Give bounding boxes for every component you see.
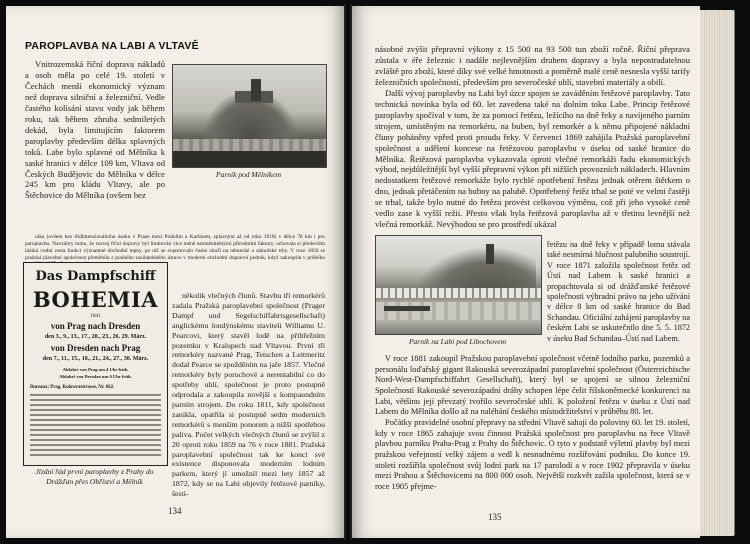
photo-caption: Parník pod Mělníkem <box>216 170 281 179</box>
page-edges <box>700 10 735 536</box>
poster-departure-1: Abfahrt von Prag um 4 Uhr früh. <box>62 367 129 372</box>
left-wide-text <box>25 234 325 261</box>
paragraph: nika (ovšem bez třídimenzionálního úseku v Praze mezi Podolím a Karlínem, splavným až od roku 1918) v délce 78 km i pro paroplavbu. Navzdory tomu, že rozvoj říční dopravy byl limitován více méně nezměnitelnými přírodními faktory, uchovala si především lámká vodní cesta funkci významné obchodní tepny, po níž se exportovalo české zboží na německé a zámořské trhy. V roce 1856 se pražská plavební společnost přeměnila z pouhého zasilatelského ústavu v moderní obchodní dopravní podnik, když zakoupila v průběhu <box>25 234 325 261</box>
poster-route-2: von Dresden nach Prag <box>50 343 141 353</box>
poster-dates-2: den 7., 11., 15., 18., 21., 24., 27., 30. März. <box>42 356 149 362</box>
photo-steamboat-libochov <box>375 235 542 335</box>
poster-caption: Jízdní řád první paroplavby z Prahy do Drážďan přes Obříství a Mělník <box>35 467 154 486</box>
left-column-text <box>25 59 165 201</box>
photo-steamboat-melnik <box>172 64 327 168</box>
paragraph: V roce 1881 zakoupil Pražskou paroplavební společnost včetně lodního parku, pozemků a personálu loďařský gigant Rakouská severozápadní paroplavební společnost (Österreichische Nord-West-Dampfschiffahrt Gesellschaft), který byl se spojení se silnou železniční Společností Rakouské severozápadní dráhy schopen lépe čelit říšskoněmecké konkurenci na Labi, většinu její převzatý tvořilo severočeské uhlí. K položení řetězu v úseku z Ústí nad Labem do Mělníka došlo až na naléhání českého místodržitelství v průběhu 80. let. <box>375 354 690 417</box>
poster-year: 1841 <box>90 314 101 319</box>
poster-route-1: von Prag nach Dresden <box>50 321 141 331</box>
poster-title-small: Das Dampfschiff <box>35 269 156 284</box>
paragraph: Další vývoj paroplavby na Labi byl úzce spojen se zaváděním řetězové paroplavby. Tato technická novinka byla od 60. let zavedena také na dolním toku Labe. Princip řetězové paroplavby spočíval v tom, že za pomocí řetězu, ležícího na dně řeky a navíjeného parním strojem, umístěným na remorkéru, na buben, byl remorkér a k němu připojené nákladní čluny poháněny vpřed proti proudu řeky. V červenci 1869 zahájila Pražská paroplavební společnost a udělení koncese na řetězovou paroplavbu v úseku od saské hranice do Mělníka. Řetězová paroplavba vykazovala oproti vlečné remorkáži řadu ekonomických výhod, nejdůležitější byl vyšší přepravní výkon při nižších provozních nákladech. Hlavním nedostatkem řetězové remorkáže bylo rychlé opotřebení řetězu jednak otěrem štěrkem o dno, jednak přetáčením na bubny na palubě. Opotřebený řetěz trhal se poté ve velmi častěji se trhal, takže bylo nutné do řetězu provést celkovou výměnu, což při jeho vysoké ceně vedlo zase k vyšší režii. Přesto však byla řetězová paroplavba až v třetinu levnější než vlečná remorkáž. Nevýhodou se pro prostředí ukázal <box>375 87 690 230</box>
right-mid-text <box>547 240 690 344</box>
right-bottom-text <box>375 354 690 493</box>
paragraph: několik vlečných člunů. Stavbu tří remorkérů zadala Pražská paroplavební společnost (Prager Dampf und Segelschiffahrtsgesellschaft) anglickému londýnskému staviteli Williamu U. Pearcovi, který stavěl lodě na přibřežním pozemku v Kralupech nad Vltavou. První tři remorkéry nazvané Prag, Tetschen a Leitmeritz dodal Pearce se zpožděním na jaře 1857. Vlečné remorkéry byly poruchové a nerentabilní co do spotřeby uhlí, společnost je proto postupně odprodala a zakoupila novější s kompaundním parním strojem. Do roku 1811, kdy společnost zanikla, opatřila si postupně sedm moderních remorkérů s menším ponorem a nižší spotřebou paliva. Počet velkých vlečných člunů se zvýšil z 20 oproti roku 1859 na 76 v roce 1881. Pražská paroplavební společnost tak ke konci své existence disponovala moderním lodním parkem, který jí umožnil mezi lety 1857 až 1872, kdy se na Labi objevily řetězové parníky, šesti- <box>172 291 325 499</box>
paragraph: řetězu na dně řeky v případě lomu stávala také nesmírná hlučnost palubního soustrojí. V roce 1871 založila společnost řetěz od Ústí nad Labem k saské hranici a propachtovala si od drážďanské řetězové společnosti výhradní právo na jeho užívání v délce 8 km od saské hranice do Bad Schandau. Oficiální zahájení paroplavby na českém Labi se uskutečnilo dne 5. 5. 1872 v úseku Bad Schandau–Ústí nad Labem. <box>547 240 690 343</box>
paragraph: Vnitrozemská říční doprava nákladů a osob měla po celé 19. století v Čechách menší ekonomický význam než doprava silniční a železniční. Vedle častého kolísání stavu vody jak během roku, tak během zhruba sedmiletých dekád, byla limitujícím faktorem paroplavby především délka splavných toků. Labe bylo splavné od Mělníka k saské hranici v délce 109 km, Vltava od Českých Budějovic do Mělníka v délce 245 km pro kládu Vltavy, ale po Štěchovice do Mělníka (ovšem bez <box>25 59 165 201</box>
photo-caption-right: Parník na Labi pod Libochovem <box>408 337 507 346</box>
book-gutter <box>344 4 352 540</box>
timetable-poster <box>23 262 168 466</box>
chapter-heading: PAROPLAVBA NA LABI A VLTAVĚ <box>25 40 199 52</box>
poster-dates-1: den 3., 9., 13., 17., 20., 23., 26. 29. März. <box>44 334 147 340</box>
paragraph: násobné zvýšit přepravní výkony z 15 500 na 93 500 tun zboží ročně. Říční přeprava zůstala v éře železnic i nadále nejlevnějším druhem dopravy a byla nepostradatelnou zvláště pro zboží, které díky své velké hmotnosti a poměrně malé ceně nesnesla vyšší tarify železničních společností, především pro severočeské uhlí, stavební materiály a obilí. <box>375 44 690 87</box>
page-number-right: 135 <box>488 512 502 522</box>
poster-bureaus: Bureaux: Prag, Kolowratstrasse, Nr. 862. <box>30 385 115 390</box>
left-column-2-text <box>172 291 325 499</box>
poster-title-big: BOHEMIA <box>32 287 159 312</box>
poster-departure-2: Abfahrt von Dresden um 6 Uhr früh. <box>59 374 132 379</box>
paragraph: Počátky pravidelné osobní přepravy na střední Vltavě sahají do poloviny 60. let 19. století, kdy v roce 1865 zahajuje svou činnost Pražská společnost pro paroplavbu na řece Vltavě plavbou parníku Praha-Prag z Prahy do Štěchovic. O tyto v podstatě výletní plavby byl mezi pražskou veřejností velký zájem a vedl k nesnadnému rozšiřování podniku. Do konce 19. století rozšířila společnost svůj lodní park na 17 parolodí a v roce 1902 přepravila v úseku mezi Prahou a Štěchovicemi na 800 000 osob. Největší rozkvět zažila společnost, která se v roce 1905 přejme- <box>375 418 690 492</box>
page-number-left: 134 <box>168 506 182 516</box>
right-top-text <box>375 44 690 230</box>
